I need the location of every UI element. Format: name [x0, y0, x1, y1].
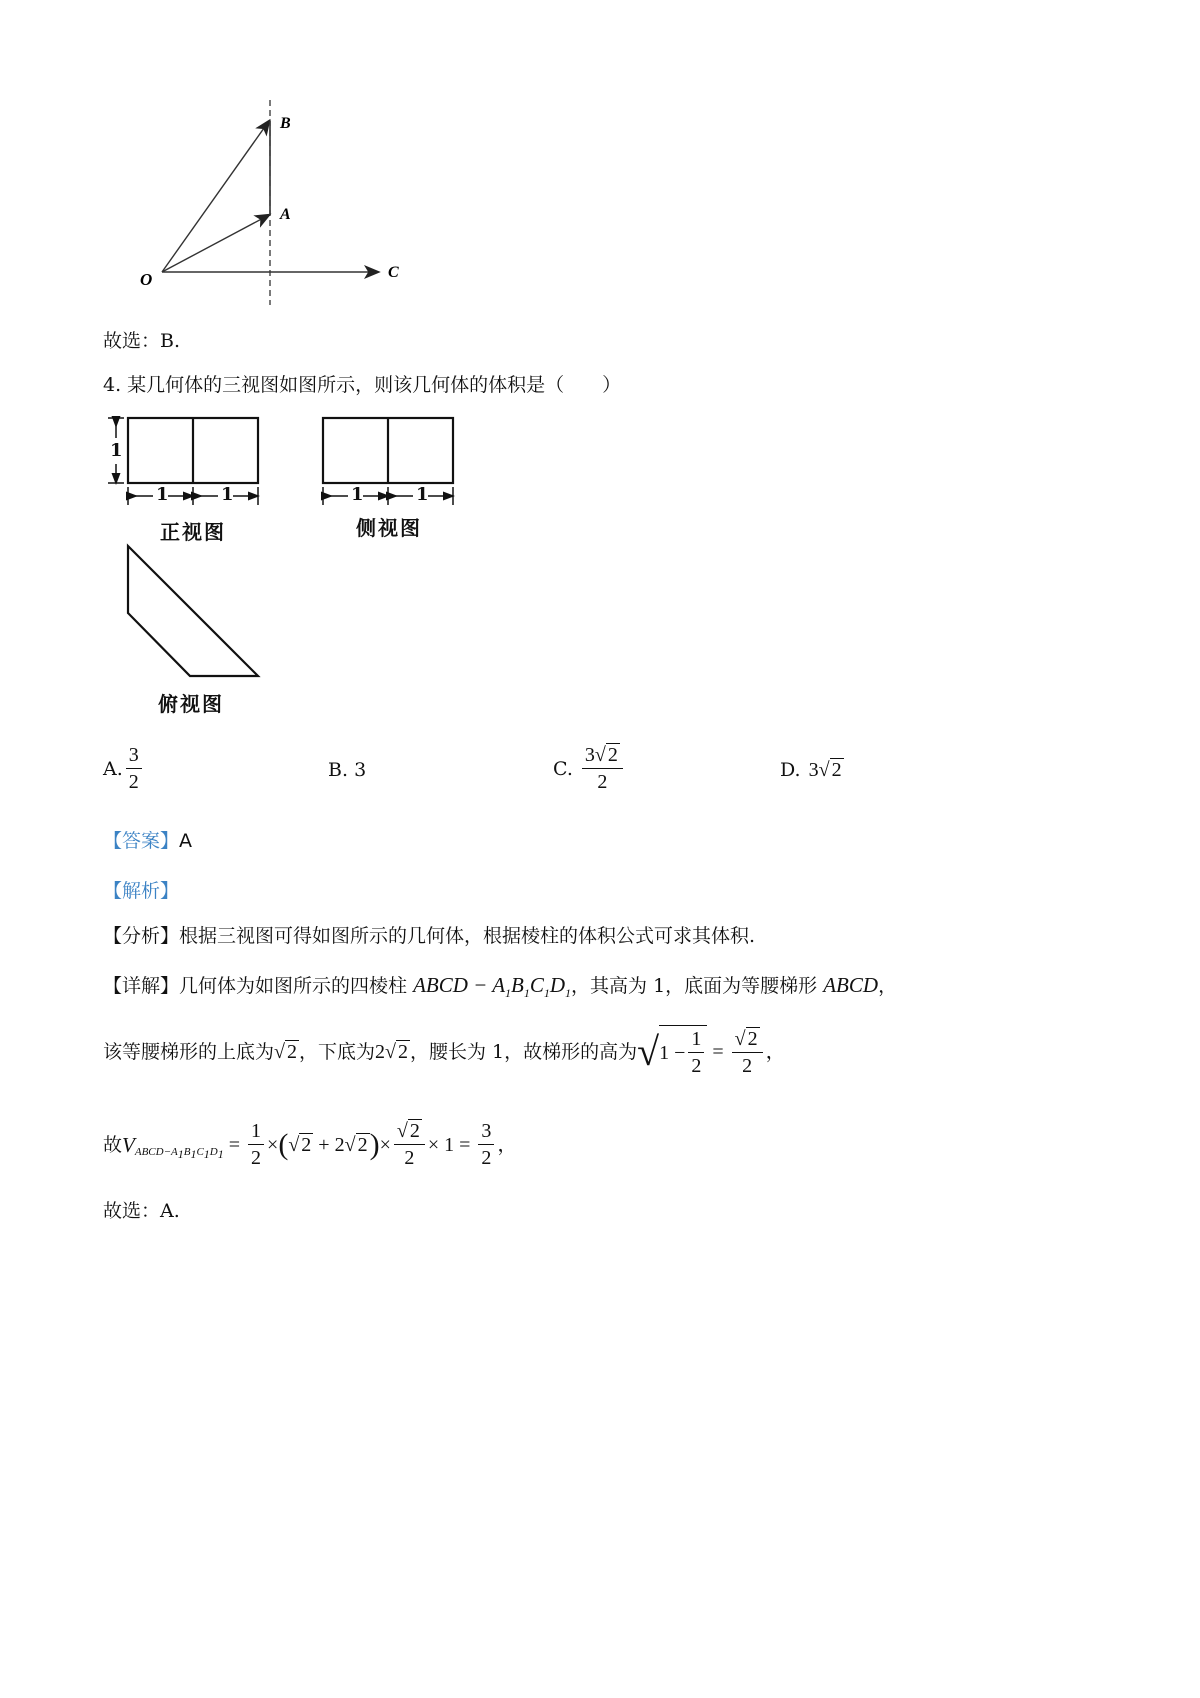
upper-base-value: √ 2: [274, 1041, 297, 1063]
option-c-fraction: $\frac{3√ 2}{2}$: [582, 742, 623, 795]
fenxi-line: [103, 923, 755, 949]
side-view-caption: 侧视图: [356, 516, 422, 540]
point-label-c: C: [388, 264, 399, 281]
prev-answer: 故选：B.: [103, 330, 181, 352]
height-formula: √ 1 − $\frac{1}{2}$ = $\frac{√ 2}{2}$ ，: [637, 1025, 786, 1079]
side-view: [315, 410, 465, 510]
side-dim-label-1: 1: [351, 484, 364, 505]
question-text: 4. 某几何体的三视图如图所示，则该几何体的体积是（ ）: [103, 374, 622, 396]
point-label-b: B: [280, 115, 291, 132]
xiangjie-line-3: 故 V $ABCD-A_1B_1C_1D_1$ = $\frac{1}{2}$ × ( √ 2 + 2 √ 2 ) × $\frac{√ 2}{2}$ × 1 = $\frac{3}{2}$ ，: [103, 1120, 518, 1169]
dim-width-label-2: 1: [221, 484, 234, 505]
front-view-caption: 正视图: [160, 520, 226, 544]
vector-figure: [130, 95, 450, 310]
trapezoid-name: ABCD: [823, 973, 879, 997]
option-b-value: 3: [354, 759, 367, 781]
point-label-a: A: [280, 206, 291, 223]
point-label-o: O: [140, 270, 153, 289]
lower-base-value: 2√ 2: [375, 1041, 408, 1063]
dim-width-label-1: 1: [156, 484, 169, 505]
vector-ob: [162, 121, 269, 272]
option-c[interactable]: [553, 742, 626, 795]
option-a-letter: A.: [103, 757, 123, 780]
xiangjie-label: 【详解】: [103, 975, 180, 997]
answer-line: [103, 828, 192, 854]
option-d[interactable]: [780, 757, 844, 783]
xiangjie-line-2: 该等腰梯形的上底为 √ 2 ，下底为 2√ 2 ，腰长为 1，故梯形的高为 √ 1 − $\frac{1}{2}$ = $\frac{√ 2}{2}$ ，: [103, 1025, 786, 1079]
option-a[interactable]: [103, 742, 145, 795]
answer-label: 【答案】: [103, 830, 180, 852]
option-b[interactable]: [328, 757, 366, 783]
option-d-value: 3√ 2: [808, 759, 842, 781]
dim-height-label: 1: [110, 440, 123, 461]
side-dim-label-2: 1: [416, 484, 429, 505]
volume-formula: V $ABCD-A_1B_1C_1D_1$ = $\frac{1}{2}$ × ( √ 2 + 2 √ 2 ) × $\frac{√ 2}{2}$ × 1 = $\frac{3}{2}$ ，: [122, 1120, 518, 1169]
final-answer: 故选：A.: [103, 1200, 180, 1222]
option-d-letter: D.: [780, 759, 801, 781]
vector-oa: [162, 215, 269, 272]
analysis-label: 【解析】: [103, 880, 180, 902]
fenxi-text: 根据三视图可得如图所示的几何体，根据棱柱的体积公式可求其体积.: [179, 925, 756, 947]
fenxi-label: 【分析】: [103, 925, 180, 947]
option-b-letter: B.: [328, 759, 349, 781]
top-view: [120, 540, 270, 685]
top-view-caption: 俯视图: [158, 692, 224, 716]
option-c-letter: C.: [553, 757, 573, 780]
answer-value: A: [179, 830, 193, 852]
option-a-fraction: $\frac{3}{2}$: [126, 742, 142, 795]
prism-name: ABCD − $A_1B_1C_1D_1$: [413, 973, 572, 1001]
front-view: [100, 410, 270, 510]
xiangjie-line-1: 【详解】几何体为如图所示的四棱柱 ABCD − $A_1B_1C_1D_1$，其高为 1，底面为等腰梯形 ABCD，: [103, 973, 898, 1001]
